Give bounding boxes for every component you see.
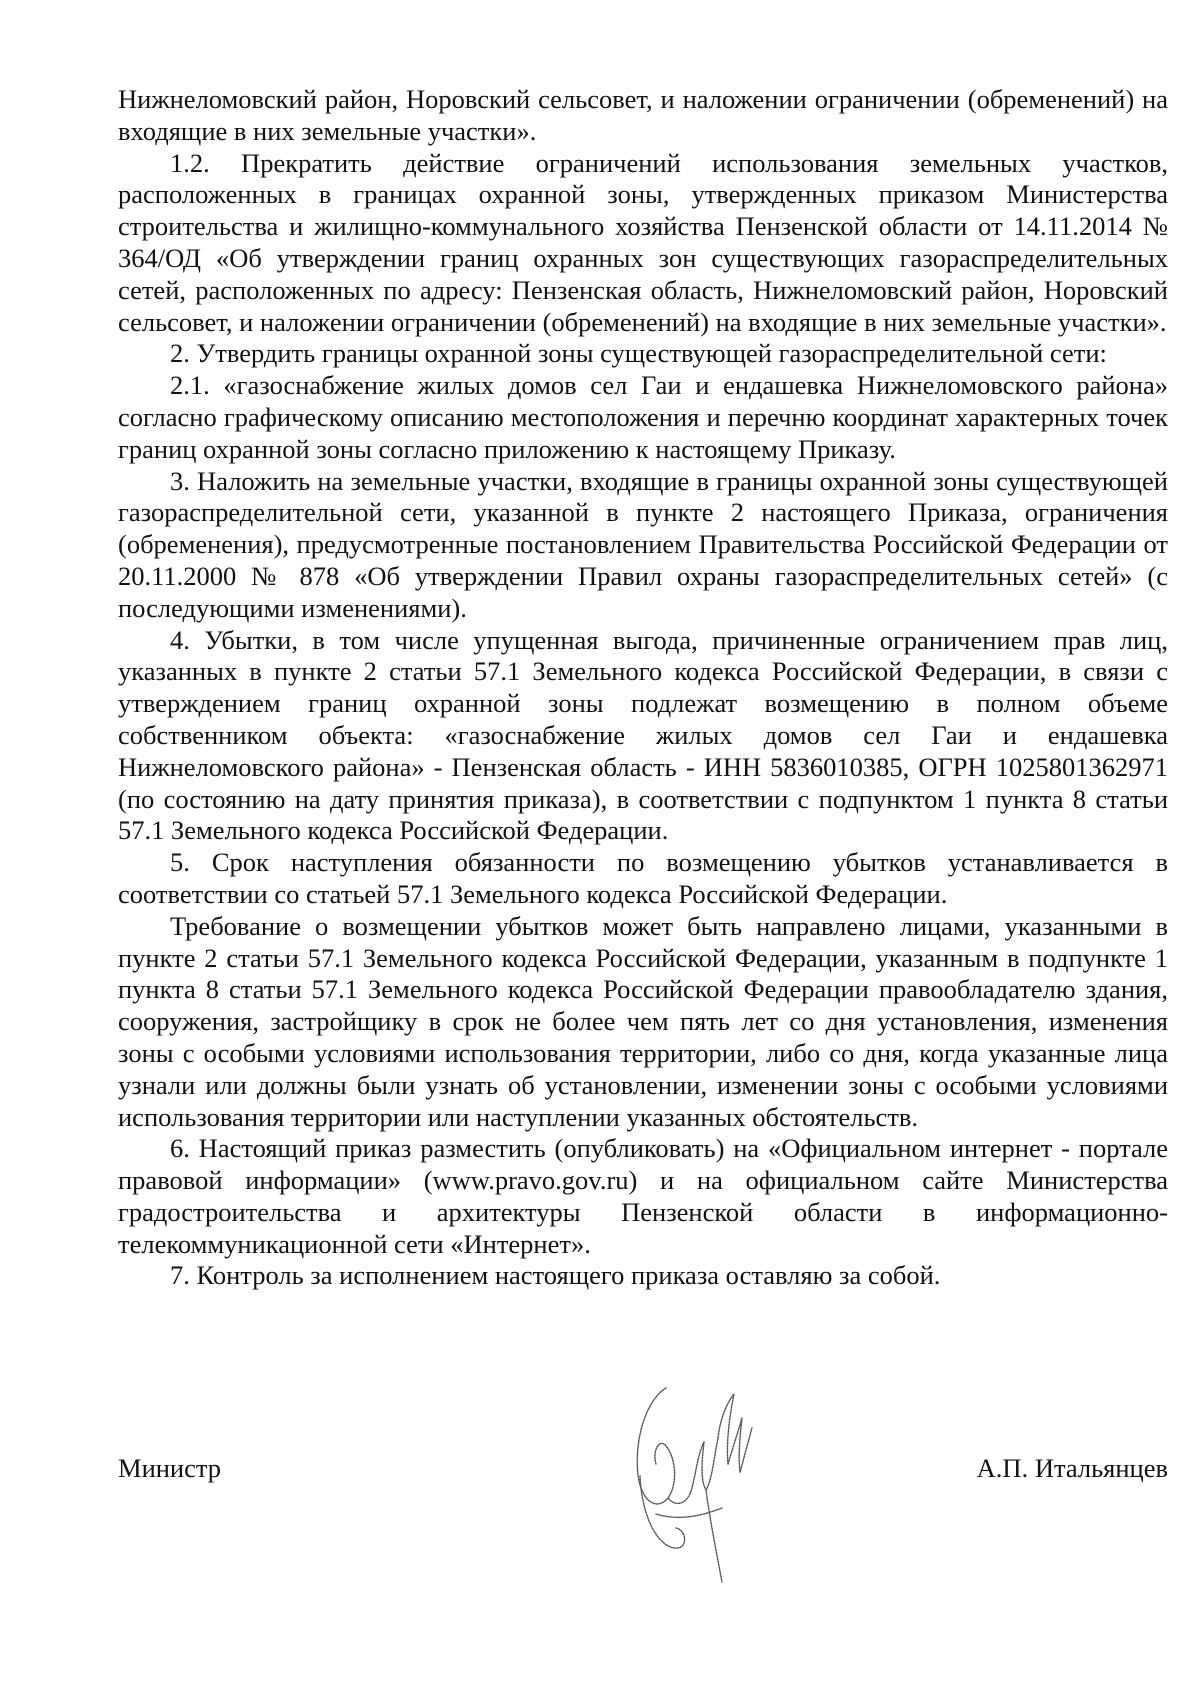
paragraph-1-2-terminate-restrictions: 1.2. Прекратить действие ограничений использования земельных участков, расположенных в границах охранной зоны, утвержденных приказом Министерства строительства и жилищно-коммунального хозяйства Пензенской области от 14.11.2014 № 364/ОД «Об утверждении границ охранных зон существующих газораспределительных сетей, расположенных по адресу: Пензенская область, Нижнеломовский район, Норовский сельсовет, и наложении ограничении (обременений) на входящие в них земельные участки».	[118, 147, 1168, 337]
paragraph-2-approve-boundaries: 2. Утвердить границы охранной зоны существующей газораспределительной сети:	[170, 338, 1107, 369]
paragraph-4-losses-compensation: 4. Убытки, в том числе упущенная выгода, причиненные ограничением прав лиц, указанных в пункте 2 статьи 57.1 Земельного кодекса Российской Федерации, в связи с утверждением границ охранной зоны подлежат возмещению в полном объеме собственником объекта: «газоснабжение жилых домов сел Гаи и ендашевка Нижнеломовского района» - Пензенская область - ИНН 5836010385, ОГРН 1025801362971 (по состоянию на дату принятия приказа), в соответствии с подпунктом 1 пункта 8 статьи 57.1 Земельного кодекса Российской Федерации.	[118, 624, 1168, 846]
paragraph-5-obligation-term: 5. Срок наступления обязанности по возмещению убытков устанавливается в соответствии со статьей 57.1 Земельного кодекса Российской Федерации.	[118, 847, 1168, 909]
handwritten-signature	[626, 1380, 776, 1590]
document-body	[118, 84, 1168, 1292]
paragraph-compensation-claim: Требование о возмещении убытков может быть направлено лицами, указанными в пункте 2 статьи 57.1 Земельного кодекса Российской Федерации, указанным в подпункте 1 пункта 8 статьи 57.1 Земельного кодекса Российской Федерации правообладателю здания, сооружения, застройщику в срок не более чем пять лет со дня установления, изменения зоны с особыми условиями использования территории, либо со дня, когда указанные лица узнали или должны были узнать об установлении, изменении зоны с особыми условиями использования территории или наступлении указанных обстоятельств.	[118, 910, 1168, 1132]
paragraph-2-1-gas-supply-object: 2.1. «газоснабжение жилых домов сел Гаи и ендашевка Нижнеломовского района» согласно графическому описанию местоположения и перечню координат характерных точек границ охранной зоны согласно приложению к настоящему Приказу.	[118, 370, 1168, 464]
paragraph-continuation: Нижнеломовский район, Норовский сельсовет, и наложении ограничении (обременений) на входящие в них земельные участки».	[118, 84, 1168, 146]
paragraph-7-control: 7. Контроль за исполнением настоящего приказа оставляю за собой.	[170, 1260, 941, 1291]
signer-name: А.П. Итальянцев	[976, 1453, 1168, 1483]
paragraph-6-publication: 6. Настоящий приказ разместить (опубликовать) на «Официальном интернет - портале правовой информации» (www.pravo.gov.ru) и на официальном сайте Министерства градостроительства и архитектуры Пензенской области в информационно-телекоммуникационной сети «Интернет».	[118, 1133, 1168, 1259]
paragraph-3-impose-restrictions: 3. Наложить на земельные участки, входящие в границы охранной зоны существующей газораспределительной сети, указанной в пункте 2 настоящего Приказа, ограничения (обременения), предусмотренные постановлением Правительства Российской Федерации от 20.11.2000 № 878 «Об утверждении Правил охраны газораспределительных сетей» (с последующими изменениями).	[118, 465, 1168, 623]
position-title: Министр	[118, 1453, 222, 1483]
